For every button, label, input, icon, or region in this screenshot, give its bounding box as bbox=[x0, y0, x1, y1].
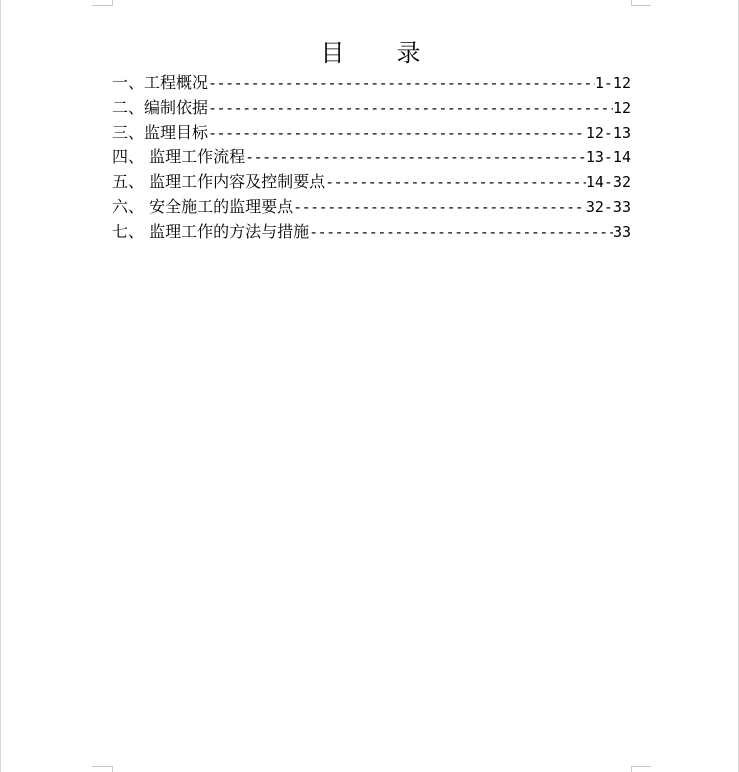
toc-dot-leader bbox=[208, 96, 613, 121]
crop-mark-top-left bbox=[92, 5, 112, 6]
toc-entry-3[interactable] bbox=[112, 121, 631, 146]
toc-dot-leader bbox=[208, 121, 586, 146]
toc-entry-1[interactable] bbox=[112, 71, 631, 96]
crop-mark-top-right-v bbox=[631, 0, 632, 6]
toc-page-number: 12-13 bbox=[585, 123, 631, 142]
toc-page-number: 33 bbox=[612, 222, 631, 241]
toc-entry-6[interactable] bbox=[112, 195, 631, 220]
toc-page-number: 14-32 bbox=[585, 173, 631, 192]
toc-entry-label: 二、编制依据 bbox=[112, 97, 209, 117]
toc-dot-leader bbox=[245, 145, 586, 170]
toc-entry-4[interactable] bbox=[112, 145, 631, 170]
toc-dot-leader bbox=[325, 170, 586, 195]
toc-entry-7[interactable] bbox=[112, 220, 631, 245]
toc-page-number: 12 bbox=[612, 98, 631, 117]
toc-dot-leader bbox=[309, 220, 613, 245]
toc-dot-leader bbox=[208, 71, 595, 96]
toc-entry-label: 五、 监理工作内容及控制要点 bbox=[112, 172, 326, 192]
toc-entry-label: 六、 安全施工的监理要点 bbox=[112, 196, 294, 216]
title-char-1: 目 bbox=[320, 39, 345, 67]
page-title bbox=[1, 38, 739, 68]
title-char-2: 录 bbox=[396, 39, 421, 67]
toc-entry-2[interactable] bbox=[112, 96, 631, 121]
toc-entry-label: 三、监理目标 bbox=[112, 122, 209, 142]
crop-mark-top-right bbox=[631, 5, 651, 6]
toc-page-number: 13-14 bbox=[585, 148, 631, 167]
toc-entry-5[interactable] bbox=[112, 170, 631, 195]
crop-mark-bottom-left-v bbox=[112, 766, 113, 772]
toc-page-number: 32-33 bbox=[585, 197, 631, 216]
toc-dot-leader bbox=[293, 195, 586, 220]
table-of-contents bbox=[112, 71, 631, 245]
crop-mark-bottom-right-v bbox=[631, 766, 632, 772]
toc-page-number: 1-12 bbox=[594, 74, 631, 92]
toc-entry-label: 七、 监理工作的方法与措施 bbox=[112, 221, 310, 241]
toc-entry-label: 一、工程概况 bbox=[112, 73, 209, 92]
crop-mark-top-left-v bbox=[112, 0, 113, 6]
crop-mark-bottom-right bbox=[631, 766, 651, 767]
crop-mark-bottom-left bbox=[92, 766, 112, 767]
toc-entry-label: 四、 监理工作流程 bbox=[112, 147, 246, 167]
